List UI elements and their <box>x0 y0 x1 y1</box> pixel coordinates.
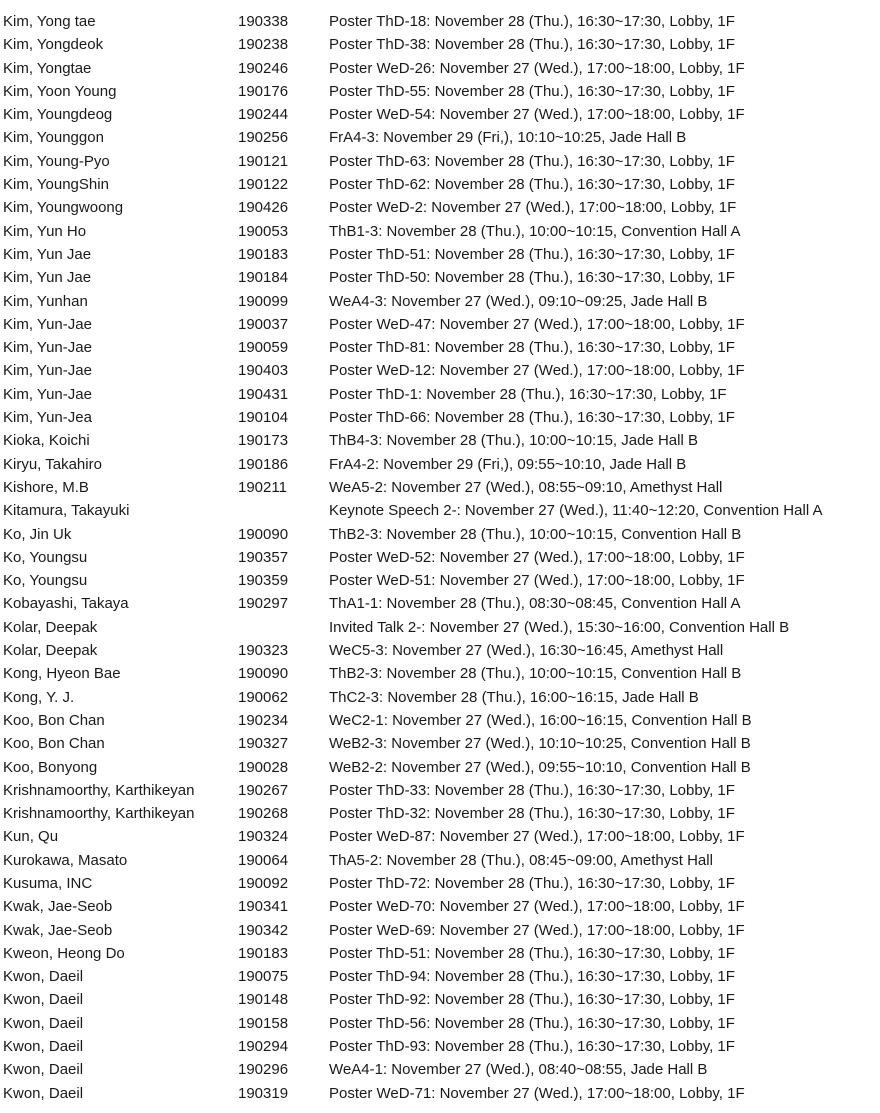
table-row <box>0 57 880 80</box>
table-row <box>0 1035 880 1058</box>
table-row <box>0 709 880 732</box>
session-info: Poster ThD-81: November 28 (Thu.), 16:30~17:30, Lobby, 1F <box>329 339 735 357</box>
author-name: Kim, YoungShin <box>3 176 109 194</box>
session-info: WeB2-2: November 27 (Wed.), 09:55~10:10, Convention Hall B <box>329 758 751 776</box>
table-row <box>0 453 880 476</box>
author-name: Koo, Bonyong <box>3 758 98 776</box>
session-info: Poster WeD-87: November 27 (Wed.), 17:00~18:00, Lobby, 1F <box>329 828 745 846</box>
table-row <box>0 10 880 33</box>
table-row <box>0 802 880 825</box>
session-info: Poster ThD-62: November 28 (Thu.), 16:30~17:30, Lobby, 1F <box>329 176 735 194</box>
session-info: Poster ThD-92: November 28 (Thu.), 16:30~17:30, Lobby, 1F <box>329 991 735 1009</box>
table-row <box>0 849 880 872</box>
author-name: Kim, Yun-Jae <box>3 385 92 403</box>
paper-id: 190090 <box>238 665 289 683</box>
paper-id: 190256 <box>238 129 289 147</box>
session-info: Poster ThD-72: November 28 (Thu.), 16:30~17:30, Lobby, 1F <box>329 874 735 892</box>
author-name: Kwon, Daeil <box>3 968 84 986</box>
paper-id: 190324 <box>238 828 289 846</box>
author-name: Kun, Qu <box>3 828 59 846</box>
session-info: Poster ThD-94: November 28 (Thu.), 16:30~17:30, Lobby, 1F <box>329 968 735 986</box>
session-info: Poster ThD-56: November 28 (Thu.), 16:30~17:30, Lobby, 1F <box>329 1014 735 1032</box>
paper-id: 190357 <box>238 548 289 566</box>
table-row <box>0 686 880 709</box>
author-name: Kim, Yun-Jae <box>3 362 92 380</box>
table-row <box>0 546 880 569</box>
paper-id: 190211 <box>238 478 287 496</box>
table-row <box>0 662 880 685</box>
author-name: Kim, Yun-Jae <box>3 339 92 357</box>
author-name: Kim, Yongdeok <box>3 36 104 54</box>
session-info: ThC2-3: November 28 (Thu.), 16:00~16:15, Jade Hall B <box>329 688 699 706</box>
session-info: Poster ThD-51: November 28 (Thu.), 16:30~17:30, Lobby, 1F <box>329 245 735 263</box>
author-name: Kwon, Daeil <box>3 991 84 1009</box>
author-name: Ko, Youngsu <box>3 548 88 566</box>
table-row <box>0 895 880 918</box>
paper-id: 190059 <box>238 339 289 357</box>
session-info: WeA4-3: November 27 (Wed.), 09:10~09:25, Jade Hall B <box>329 292 708 310</box>
paper-id: 190064 <box>238 851 289 869</box>
table-row <box>0 756 880 779</box>
table-row <box>0 103 880 126</box>
paper-id: 190104 <box>238 409 289 427</box>
session-info: Poster ThD-18: November 28 (Thu.), 16:30~17:30, Lobby, 1F <box>329 13 735 30</box>
author-name: Kim, Yun Ho <box>3 222 87 240</box>
paper-id: 190148 <box>238 991 289 1009</box>
session-info: Keynote Speech 2-: November 27 (Wed.), 11:40~12:20, Convention Hall A <box>329 502 823 520</box>
paper-id: 190319 <box>238 1084 289 1102</box>
author-name: Kobayashi, Takaya <box>3 595 129 613</box>
table-row <box>0 196 880 219</box>
table-row <box>0 313 880 336</box>
table-row <box>0 872 880 895</box>
session-info: Poster WeD-69: November 27 (Wed.), 17:00~18:00, Lobby, 1F <box>329 921 745 939</box>
table-row <box>0 290 880 313</box>
session-info: Poster ThD-1: November 28 (Thu.), 16:30~17:30, Lobby, 1F <box>329 385 727 403</box>
paper-id: 190062 <box>238 688 289 706</box>
session-info: Poster ThD-50: November 28 (Thu.), 16:30~17:30, Lobby, 1F <box>329 269 735 287</box>
session-info: ThB2-3: November 28 (Thu.), 10:00~10:15, Convention Hall B <box>329 525 742 543</box>
table-row <box>0 569 880 592</box>
author-name: Ko, Youngsu <box>3 572 88 590</box>
session-info: Poster WeD-51: November 27 (Wed.), 17:00~18:00, Lobby, 1F <box>329 572 745 590</box>
session-info: Poster WeD-71: November 27 (Wed.), 17:00~18:00, Lobby, 1F <box>329 1084 745 1102</box>
author-name: Kwon, Daeil <box>3 1061 84 1079</box>
table-row <box>0 429 880 452</box>
paper-id: 190183 <box>238 944 289 962</box>
author-name: Kim, Yun-Jea <box>3 409 92 427</box>
paper-id: 190338 <box>238 13 289 30</box>
table-row <box>0 126 880 149</box>
author-name: Kong, Hyeon Bae <box>3 665 121 683</box>
paper-id: 190053 <box>238 222 289 240</box>
paper-id: 190267 <box>238 781 289 799</box>
author-name: Kim, Yun-Jae <box>3 315 92 333</box>
session-info: Poster ThD-51: November 28 (Thu.), 16:30~17:30, Lobby, 1F <box>329 944 735 962</box>
session-info: WeA5-2: November 27 (Wed.), 08:55~09:10, Amethyst Hall <box>329 478 723 496</box>
table-row <box>0 1082 880 1105</box>
table-row <box>0 336 880 359</box>
session-info: Poster WeD-2: November 27 (Wed.), 17:00~18:00, Lobby, 1F <box>329 199 737 217</box>
author-name: Kitamura, Takayuki <box>3 502 130 520</box>
paper-id: 190186 <box>238 455 289 473</box>
author-name: Kioka, Koichi <box>3 432 90 450</box>
session-info: WeC2-1: November 27 (Wed.), 16:00~16:15, Convention Hall B <box>329 711 752 729</box>
table-row <box>0 476 880 499</box>
table-row <box>0 825 880 848</box>
paper-id: 190341 <box>238 898 289 916</box>
table-row <box>0 220 880 243</box>
paper-id: 190158 <box>238 1014 289 1032</box>
session-info: Poster ThD-66: November 28 (Thu.), 16:30~17:30, Lobby, 1F <box>329 409 735 427</box>
session-info: ThA1-1: November 28 (Thu.), 08:30~08:45, Convention Hall A <box>329 595 741 613</box>
paper-id: 190244 <box>238 106 289 124</box>
session-info: ThB1-3: November 28 (Thu.), 10:00~10:15, Convention Hall A <box>329 222 741 240</box>
table-row <box>0 33 880 56</box>
paper-id: 190238 <box>238 36 289 54</box>
paper-id: 190234 <box>238 711 289 729</box>
session-info: Poster ThD-63: November 28 (Thu.), 16:30~17:30, Lobby, 1F <box>329 152 735 170</box>
table-row <box>0 732 880 755</box>
session-info: WeC5-3: November 27 (Wed.), 16:30~16:45, Amethyst Hall <box>329 642 724 660</box>
author-name: Kusuma, INC <box>3 874 93 892</box>
paper-id: 190296 <box>238 1061 289 1079</box>
paper-id: 190268 <box>238 805 289 823</box>
paper-id: 190294 <box>238 1038 289 1056</box>
author-name: Kim, Yongtae <box>3 59 92 77</box>
paper-id: 190028 <box>238 758 289 776</box>
paper-id: 190342 <box>238 921 289 939</box>
paper-id: 190099 <box>238 292 289 310</box>
paper-id: 190297 <box>238 595 289 613</box>
session-info: Poster WeD-52: November 27 (Wed.), 17:00~18:00, Lobby, 1F <box>329 548 745 566</box>
session-info: Poster WeD-47: November 27 (Wed.), 17:00~18:00, Lobby, 1F <box>329 315 745 333</box>
table-row <box>0 523 880 546</box>
session-info: ThA5-2: November 28 (Thu.), 08:45~09:00, Amethyst Hall <box>329 851 713 869</box>
author-name: Kishore, M.B <box>3 478 89 496</box>
author-name: Kim, Yoon Young <box>3 82 117 100</box>
paper-id: 190246 <box>238 59 289 77</box>
table-row <box>0 150 880 173</box>
table-row <box>0 80 880 103</box>
table-row <box>0 266 880 289</box>
author-name: Kwon, Daeil <box>3 1038 84 1056</box>
table-row <box>0 243 880 266</box>
session-info: Poster WeD-70: November 27 (Wed.), 17:00~18:00, Lobby, 1F <box>329 898 745 916</box>
session-info: Poster ThD-93: November 28 (Thu.), 16:30~17:30, Lobby, 1F <box>329 1038 735 1056</box>
author-name: Kiryu, Takahiro <box>3 455 102 473</box>
author-name: Kurokawa, Masato <box>3 851 128 869</box>
table-row <box>0 919 880 942</box>
session-info: ThB2-3: November 28 (Thu.), 10:00~10:15, Convention Hall B <box>329 665 742 683</box>
paper-id: 190090 <box>238 525 289 543</box>
session-info: Poster WeD-54: November 27 (Wed.), 17:00~18:00, Lobby, 1F <box>329 106 745 124</box>
session-info: Poster WeD-12: November 27 (Wed.), 17:00~18:00, Lobby, 1F <box>329 362 745 380</box>
session-info: FrA4-2: November 29 (Fri,), 09:55~10:10, Jade Hall B <box>329 455 687 473</box>
session-info: Poster ThD-55: November 28 (Thu.), 16:30~17:30, Lobby, 1F <box>329 82 735 100</box>
author-name: Kim, Yunhan <box>3 292 88 310</box>
author-name: Kim, Younggon <box>3 129 104 147</box>
author-name: Kim, Youngdeog <box>3 106 113 124</box>
table-row <box>0 988 880 1011</box>
paper-id: 190173 <box>238 432 289 450</box>
table-row <box>0 499 880 522</box>
paper-id: 190323 <box>238 642 289 660</box>
author-name: Krishnamoorthy, Karthikeyan <box>3 781 195 799</box>
session-info: Poster WeD-26: November 27 (Wed.), 17:00~18:00, Lobby, 1F <box>329 59 745 77</box>
table-row <box>0 1058 880 1081</box>
paper-id: 190122 <box>238 176 289 194</box>
author-name: Kwak, Jae-Seob <box>3 898 113 916</box>
session-info: WeB2-3: November 27 (Wed.), 10:10~10:25, Convention Hall B <box>329 735 751 753</box>
paper-id: 190426 <box>238 199 289 217</box>
author-name: Kim, Yun Jae <box>3 269 92 287</box>
paper-id: 190327 <box>238 735 289 753</box>
session-info: ThB4-3: November 28 (Thu.), 10:00~10:15, Jade Hall B <box>329 432 698 450</box>
paper-id: 190403 <box>238 362 289 380</box>
table-row <box>0 173 880 196</box>
table-row <box>0 639 880 662</box>
author-name: Kim, Youngwoong <box>3 199 124 217</box>
author-name: Kwon, Daeil <box>3 1084 84 1102</box>
author-name: Koo, Bon Chan <box>3 735 105 753</box>
author-name: Krishnamoorthy, Karthikeyan <box>3 805 195 823</box>
table-row <box>0 616 880 639</box>
table-row <box>0 965 880 988</box>
table-row <box>0 779 880 802</box>
author-index-rows <box>0 10 880 1105</box>
session-info: Poster ThD-32: November 28 (Thu.), 16:30~17:30, Lobby, 1F <box>329 805 735 823</box>
author-name: Kwon, Daeil <box>3 1014 84 1032</box>
author-name: Kwak, Jae-Seob <box>3 921 113 939</box>
table-row <box>0 406 880 429</box>
paper-id: 190431 <box>238 385 289 403</box>
author-name: Kweon, Heong Do <box>3 944 125 962</box>
paper-id: 190176 <box>238 82 289 100</box>
author-name: Kolar, Deepak <box>3 642 98 660</box>
author-name: Kolar, Deepak <box>3 618 98 636</box>
session-info: Poster ThD-38: November 28 (Thu.), 16:30~17:30, Lobby, 1F <box>329 36 735 54</box>
author-name: Kong, Y. J. <box>3 688 75 706</box>
table-row <box>0 592 880 615</box>
paper-id: 190184 <box>238 269 289 287</box>
table-row <box>0 383 880 406</box>
table-row <box>0 359 880 382</box>
author-name: Kim, Yun Jae <box>3 245 92 263</box>
table-row <box>0 942 880 965</box>
session-info: Invited Talk 2-: November 27 (Wed.), 15:30~16:00, Convention Hall B <box>329 618 790 636</box>
paper-id: 190037 <box>238 315 289 333</box>
paper-id: 190075 <box>238 968 289 986</box>
paper-id: 190121 <box>238 152 289 170</box>
paper-id: 190359 <box>238 572 289 590</box>
author-name: Kim, Yong tae <box>3 13 96 30</box>
author-name: Ko, Jin Uk <box>3 525 72 543</box>
author-name: Kim, Young-Pyo <box>3 152 110 170</box>
paper-id: 190092 <box>238 874 289 892</box>
session-info: WeA4-1: November 27 (Wed.), 08:40~08:55, Jade Hall B <box>329 1061 708 1079</box>
table-row <box>0 1012 880 1035</box>
paper-id: 190183 <box>238 245 289 263</box>
session-info: Poster ThD-33: November 28 (Thu.), 16:30~17:30, Lobby, 1F <box>329 781 735 799</box>
author-name: Koo, Bon Chan <box>3 711 105 729</box>
session-info: FrA4-3: November 29 (Fri,), 10:10~10:25, Jade Hall B <box>329 129 687 147</box>
